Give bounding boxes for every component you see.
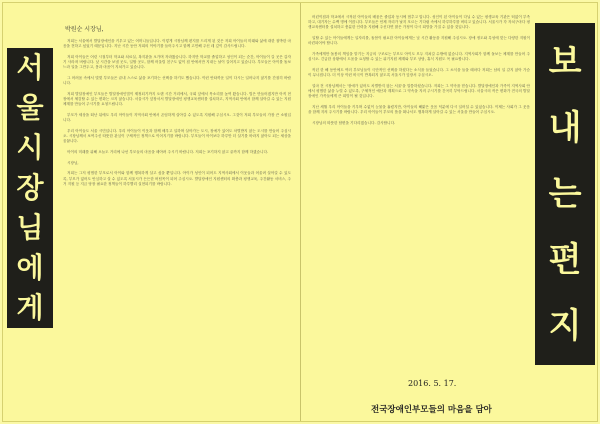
- right-banner-char: 는: [548, 174, 582, 214]
- right-banner: [535, 23, 595, 365]
- letter-paragraph: 아이의 미래를 위해 오늘도 거리에 나선 부모들의 마음을 헤아려 주시기 바랍니다. 저희는 포기하지 않고 끝까지 함께 하겠습니다.: [67, 150, 269, 155]
- letter-paragraph: 어린이집과 학교에서 시작된 아이들의 배움은 졸업과 동시에 멈추고 맙니다. 성인이 된 아이들이 다닐 수 있는 평생교육 기관은 턱없이 부족하고, 대기자는 수백 명에 이릅니다. 부모들은 언제 자리가 날지 모르는 기다림 속에서 하루하루를 버티고 있습니다. 서울시가 각 자치구마다 평생교육센터를 설치하고 충분한 인력을 지원해 주신다면 많은 가정이 다시 희망을 가질 수 있을 것입니다.: [308, 15, 530, 30]
- letter-paragraph: 저희 아이들은 어린 시절부터 학교와 치료실, 복지관을 오가며 자라왔습니다. 하지만 학교를 졸업하고 성인이 되는 순간, 아이들이 갈 곳은 갑자기 사라져 버립니다. 낮 시간을 보낼 곳도, 일할 곳도, 함께 어울릴 친구도 없이 집 안에서만 지내는 날이 길어지고 있습니다. 부모들은 아이를 돌보느라 일을 그만두고, 몸과 마음이 지쳐가고 있습니다.: [63, 54, 291, 70]
- letter-paragraph: 저희 발달장애인 부모들은 발달장애인법이 제정되기까지 오랜 시간 거리에서, 국회 앞에서 목소리를 높여 왔습니다. 법은 만들어졌지만 아직 현장에서 체감할 수 있는 변화는 크지 않습니다. 서울시가 앞장서서 발달장애인 평생교육센터를 설치하고, 지역사회 안에서 함께 살아갈 수 있는 지원체계를 만들어 주시기를 요청드립니다.: [63, 91, 291, 107]
- left-banner-char: 에: [16, 251, 44, 284]
- letter-paragraph: 시장님,: [67, 160, 79, 165]
- left-banner-char: 울: [16, 91, 44, 124]
- right-banner-char: 편: [548, 240, 582, 280]
- left-banner-char: 게: [16, 291, 44, 324]
- letter-paragraph: 얼마 전 시장님께서는 '장애가 있어도 차별받지 않는 서울'을 말씀하셨습니다. 저희는 그 약속을 믿습니다. 발달장애인과 가족이 지역사회 안에서 평범한 삶을 누릴 수 있도록, 구체적인 예산과 계획으로 그 약속을 지켜 주시기를 간곡히 부탁드립니다. 서울시의 작은 변화가 전국의 발달장애인 가족들에게 큰 희망이 될 것입니다.: [308, 83, 530, 99]
- letter-paragraph: 일할 수 있는 아이들에게는 일자리를, 돌봄이 필요한 아이들에게는 낮 시간 활동을 지원해 주십시오. 장애 정도와 특성에 맞는 다양한 지원이 마련되어야 합니다.: [308, 36, 530, 46]
- letter-paragraph: 그 어려움 속에서 몇몇 부모들은 끝내 스스로 삶을 포기하는 선택을 하기도 했습니다. 이런 안타까운 일이 다시는 일어나지 않기를 간절히 바랍니다.: [63, 76, 291, 86]
- letter-date: 2016. 5. 17.: [408, 379, 457, 388]
- left-banner: [7, 48, 53, 328]
- letter-left-column: [63, 25, 291, 417]
- letter-paragraph: 우리 아이들도 서울 시민입니다. 우리 아이들이 이웃과 함께 배우고 일하며 살아가는 도시, 장애가 있어도 차별받지 않는 도시를 만들어 주십시오. 시장님께서 보여주신 따뜻한 관심이 구체적인 정책으로 이어지기를 바랍니다. 부모들이 아이보다 하루만 더 살기를 바라지 않아도 되는 세상을 꿈꿉니다.: [63, 128, 291, 144]
- left-banner-char: 님: [16, 211, 44, 244]
- left-banner-char: 시: [16, 131, 44, 164]
- letter-paragraph: 저희는 서울에서 발달장애인을 키우고 있는 어머니들입니다. 이렇게 시장님께 편지를 드리게 된 것은 저희 아이들의 미래와 삶에 대한 절박한 마음을 전하고 싶었기 때문입니다. 지난 시간 동안 저희의 이야기를 들어주시고 함께 고민해 주신 데 깊이 감사드립니다.: [63, 39, 291, 49]
- left-banner-char: 장: [16, 171, 44, 204]
- letter-paragraph: 지난 세월 우리 아이들을 키우며 수없이 눈물을 흘렸지만, 아이들의 해맑은 웃음 덕분에 다시 일어설 수 있었습니다. 이제는 사회가 그 웃음을 함께 지켜 주시기를 바랍니다. 우리 아이들이 부모의 품을 떠나서도 행복하게 살아갈 수 있는 서울을 만들어 주십시오.: [308, 104, 530, 115]
- letter-paragraph: 작년 한 해 동안에도 여러 부모님들이 극단적인 선택을 하셨다는 소식을 들었습니다. 그 소식을 들을 때마다 저희는 남의 일 같지 않아 가슴이 무너집니다. 더 이상 이런 비극이 반복되지 않도록 서울시가 앞장서 주십시오.: [308, 67, 530, 78]
- right-banner-char: 내: [548, 108, 582, 148]
- fold-line: [300, 3, 301, 421]
- letter-paragraph: 부모가 세상을 떠난 뒤에도 우리 아이들이 지역사회 안에서 존엄하게 살아갈 수 있도록 지원해 주십시오. 그것이 저희 부모들의 가장 큰 소원입니다.: [63, 113, 291, 123]
- letter-greeting: 박원순 시장님,: [65, 26, 104, 33]
- letter-paragraph: 시장님의 따뜻한 답변을 기다리겠습니다. 감사합니다.: [312, 120, 396, 125]
- letter-paragraph: 저희는 그저 평범한 부모로서 아이와 함께 행복하게 살고 싶을 뿐입니다. 아이가 성인이 되어도 지역사회에서 이웃들과 어울려 살아갈 수 있도록, 부모가 없어도 안심하고 살 수 있도록 서울시가 든든한 버팀목이 되어 주십시오. 발달장애인 지원센터의 확충과 평생교육, 주간활동 서비스, 주거 지원 등 지금 당장 필요한 정책들이 하루빨리 실현되기를 바랍니다.: [63, 171, 291, 186]
- right-banner-char: 지: [548, 306, 582, 346]
- letter-sheet: [2, 2, 598, 422]
- letter-paragraph: 가족에게만 돌봄의 책임을 맡기는 지금의 구조로는 부모도 아이도 모두 지쳐갈 수밖에 없습니다. 지역사회가 함께 돌보는 체계를 만들어 주십시오. 긴급한 상황에서 도움을 요청할 수 있는 위기지원 체계와 부모 상담, 휴식 지원도 꼭 필요합니다.: [308, 52, 530, 62]
- right-banner-char: 보: [548, 42, 582, 82]
- letter-right-column: [308, 15, 530, 407]
- left-banner-char: 서: [16, 51, 44, 84]
- letter-signature: 전국장애인부모들의 마음을 담아: [371, 405, 492, 415]
